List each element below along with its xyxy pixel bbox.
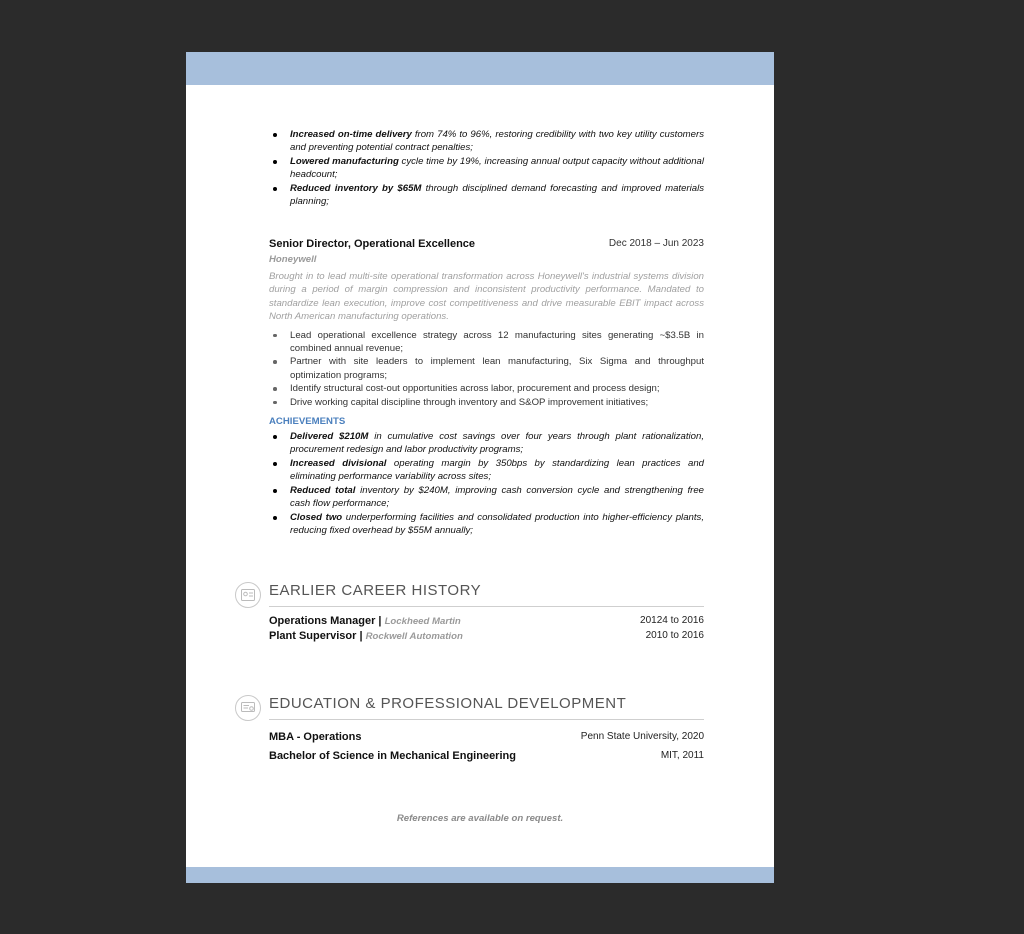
id-card-icon <box>235 582 261 608</box>
job-entry <box>269 238 704 537</box>
achievements-heading: ACHIEVEMENTS <box>269 416 346 428</box>
education-row: MBA - Operations Penn State University, 2020 <box>269 731 704 743</box>
responsibilities-list <box>269 329 704 409</box>
section-title-education: EDUCATION & PROFESSIONAL DEVELOPMENT <box>269 695 704 720</box>
header-band <box>186 52 774 85</box>
career-row: Plant Supervisor | Rockwell Automation 2010 to 2016 <box>269 630 704 642</box>
list-item: Reduced total inventory by $240M, improving cash conversion cycle and strengthening free cash flow performance; <box>269 484 704 511</box>
company-name: Honeywell <box>269 254 317 265</box>
list-item: Closed two underperforming facilities and consolidated production into higher-efficiency plants, reducing fixed overhead by $55M annually; <box>269 511 704 538</box>
education-row: Bachelor of Science in Mechanical Engineering MIT, 2011 <box>269 750 704 762</box>
job-header <box>269 238 704 252</box>
list-item: Delivered $210M in cumulative cost savings over four years through plant rationalization, procurement redesign and labor productivity programs; <box>269 430 704 457</box>
resume-page <box>186 52 774 883</box>
list-item: Identify structural cost-out opportunities across labor, procurement and process design; <box>269 382 704 395</box>
list-item: Drive working capital discipline through inventory and S&OP improvement initiatives; <box>269 396 704 409</box>
achievements-list <box>269 430 704 537</box>
list-item: Reduced inventory by $65M through disciplined demand forecasting and improved materials planning; <box>269 182 704 209</box>
certificate-icon <box>235 695 261 721</box>
job-dates: Dec 2018 – Jun 2023 <box>608 238 704 249</box>
section-title-career: EARLIER CAREER HISTORY <box>269 582 704 607</box>
footer-band <box>186 867 774 883</box>
list-item: Lowered manufacturing cycle time by 19%, increasing annual output capacity without additional headcount; <box>269 155 704 182</box>
previous-role-achievements <box>269 128 704 208</box>
list-item: Increased divisional operating margin by 350bps by standardizing lean practices and eliminating performance variability across sites; <box>269 457 704 484</box>
references-note: References are available on request. <box>396 813 564 824</box>
list-item: Lead operational excellence strategy across 12 manufacturing sites generating ~$3.5B in combined annual revenue; <box>269 329 704 356</box>
career-row: Operations Manager | Lockheed Martin 20124 to 2016 <box>269 615 704 627</box>
list-item: Partner with site leaders to implement lean manufacturing, Six Sigma and throughput optimization programs; <box>269 355 704 382</box>
job-title: Senior Director, Operational Excellence <box>269 238 476 250</box>
list-item: Increased on-time delivery from 74% to 96%, restoring credibility with two key utility customers and preventing potential contract penalties; <box>269 128 704 155</box>
job-summary: Brought in to lead multi-site operational transformation across Honeywell's industrial systems division during a period of margin compression and inconsistent productivity performance. Mandated to standardize lean execution, improve cost competitiveness and drive measurable EBIT impact across North American manufacturing operations. <box>269 271 704 323</box>
